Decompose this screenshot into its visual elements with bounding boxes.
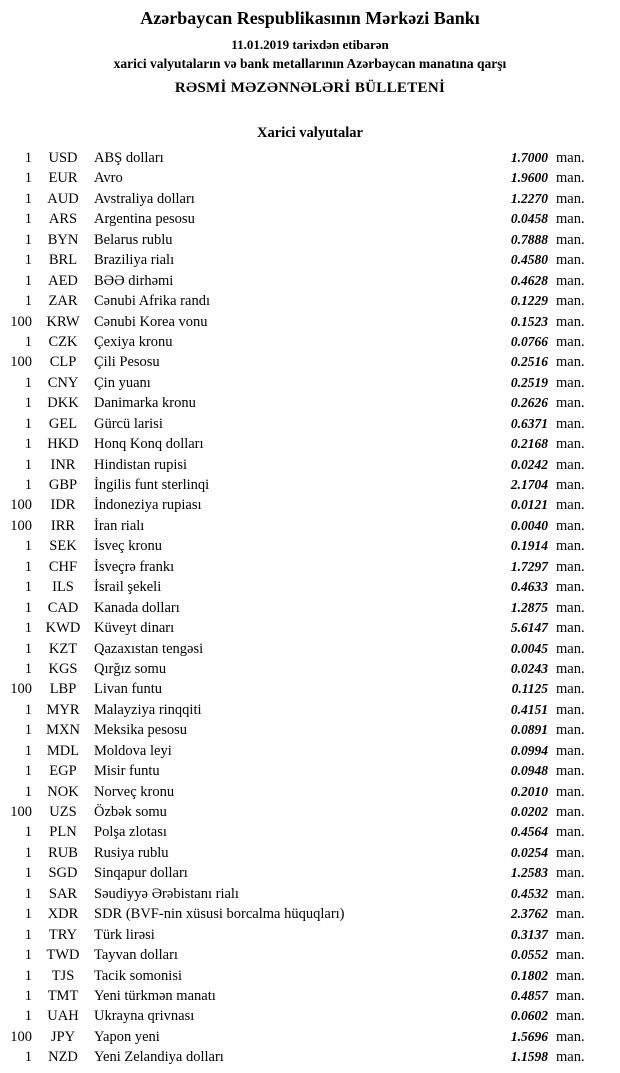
currency-quantity: 1 (24, 701, 32, 718)
unit-label: man. (556, 1028, 585, 1045)
unit-label: man. (556, 231, 585, 248)
currency-name: Tayvan dolları (94, 947, 178, 964)
currency-name: Küveyt dinarı (94, 620, 175, 637)
section-title-foreign-currencies: Xarici valyutalar (257, 125, 363, 141)
currency-quantity: 100 (10, 681, 32, 698)
currency-rate: 0.0458 (510, 211, 548, 227)
currency-name: Çili Pesosu (94, 354, 160, 371)
currency-quantity: 1 (24, 333, 32, 350)
effective-date-line: 11.01.2019 tarixdən etibarən (231, 37, 389, 52)
currency-rate: 0.4633 (510, 579, 548, 595)
currency-name: Meksika pesosu (94, 722, 188, 739)
currency-code: NZD (48, 1049, 78, 1066)
currency-code: TMT (47, 987, 79, 1004)
currency-code: BYN (47, 231, 79, 248)
currency-rate: 0.0045 (510, 640, 548, 656)
unit-label: man. (556, 477, 585, 493)
unit-label: man. (556, 926, 585, 943)
currency-name: Malayziya rinqqiti (94, 701, 202, 718)
currency-rate: 2.1704 (510, 477, 548, 492)
table-row (2, 947, 594, 967)
currency-name: İran rialı (94, 517, 145, 534)
unit-label: man. (556, 150, 585, 166)
currency-name: Çin yuanı (94, 374, 151, 391)
table-row (2, 579, 594, 599)
currency-rate: 1.5696 (510, 1028, 548, 1044)
currency-rate: 0.0202 (510, 804, 548, 819)
currency-quantity: 1 (24, 1049, 32, 1066)
currency-rate: 1.7297 (510, 558, 548, 574)
table-row (2, 395, 594, 415)
currency-quantity: 1 (24, 660, 32, 677)
table-row (2, 824, 594, 844)
currency-code: LBP (49, 681, 77, 698)
currency-name: Norveç kronu (94, 783, 175, 800)
currency-rate: 0.4857 (510, 987, 548, 1003)
unit-label: man. (556, 293, 585, 310)
currency-code: DKK (47, 395, 79, 412)
table-row (2, 845, 594, 865)
currency-quantity: 1 (24, 395, 32, 412)
currency-rate: 0.4532 (510, 885, 548, 901)
currency-name: Cənubi Afrika randı (94, 293, 210, 310)
unit-label: man. (556, 824, 585, 841)
currency-rate: 0.4564 (510, 824, 548, 840)
table-row (2, 314, 594, 334)
currency-rate: 0.4580 (510, 252, 548, 268)
currency-code: ARS (48, 211, 78, 228)
currency-table (0, 150, 620, 1070)
currency-code: SEK (49, 538, 77, 555)
currency-quantity: 1 (24, 211, 32, 228)
currency-rate: 1.2875 (510, 599, 548, 615)
table-row (2, 804, 594, 824)
currency-quantity: 1 (24, 926, 32, 943)
table-row (2, 211, 594, 231)
unit-label: man. (556, 763, 585, 780)
currency-name: BƏƏ dirhəmi (94, 272, 174, 289)
currency-rate: 0.2519 (510, 374, 548, 390)
currency-code: JPY (50, 1028, 76, 1045)
currency-quantity: 100 (10, 313, 32, 330)
unit-label: man. (556, 865, 585, 882)
currency-quantity: 1 (24, 1008, 32, 1025)
currency-rate: 0.7888 (510, 231, 548, 247)
currency-rate: 0.2010 (510, 783, 548, 799)
currency-quantity: 100 (10, 1028, 32, 1045)
currency-quantity: 1 (24, 293, 32, 310)
table-row (2, 743, 594, 763)
currency-code: HKD (47, 436, 79, 453)
currency-rate: 1.7000 (510, 150, 548, 165)
currency-rate: 0.0602 (510, 1008, 548, 1024)
table-row (2, 865, 594, 885)
table-row (2, 927, 594, 947)
currency-name: Danimarka kronu (94, 395, 196, 412)
unit-label: man. (556, 497, 585, 514)
currency-quantity: 1 (24, 824, 32, 841)
currency-code: IRR (50, 517, 76, 534)
currency-quantity: 1 (24, 190, 32, 207)
currency-name: Misir funtu (94, 763, 160, 780)
currency-rate: 0.0242 (510, 456, 548, 472)
table-row (2, 968, 594, 988)
currency-name: Çexiya kronu (94, 333, 173, 350)
currency-code: IDR (50, 497, 76, 514)
table-row (2, 559, 594, 579)
currency-code: GBP (48, 477, 78, 493)
table-row (2, 1008, 594, 1028)
table-row (2, 457, 594, 477)
currency-quantity: 1 (24, 477, 32, 493)
currency-quantity: 1 (24, 436, 32, 453)
currency-code: TJS (51, 967, 75, 984)
table-row (2, 477, 594, 497)
currency-rate: 0.2516 (510, 354, 548, 370)
currency-quantity: 1 (24, 620, 32, 637)
currency-code: KWD (45, 620, 81, 637)
currency-name: İndoneziya rupiası (94, 497, 202, 514)
table-row (2, 702, 594, 722)
currency-quantity: 1 (24, 987, 32, 1004)
unit-label: man. (556, 579, 585, 596)
table-row (2, 600, 594, 620)
currency-code: CLP (49, 354, 77, 371)
currency-rate: 0.2626 (510, 395, 548, 411)
currency-code: INR (50, 456, 76, 473)
table-row (2, 334, 594, 354)
currency-quantity: 1 (24, 150, 32, 166)
currency-quantity: 1 (24, 885, 32, 902)
unit-label: man. (556, 436, 585, 453)
currency-rate: 2.3762 (510, 906, 548, 922)
table-row (2, 538, 594, 558)
table-row (2, 273, 594, 293)
currency-quantity: 1 (24, 415, 32, 432)
currency-name: Yeni türkmən manatı (94, 987, 216, 1004)
table-row (2, 988, 594, 1008)
unit-label: man. (556, 272, 585, 289)
unit-label: man. (556, 701, 585, 718)
currency-quantity: 1 (24, 558, 32, 575)
table-row (2, 518, 594, 538)
unit-label: man. (556, 804, 585, 820)
currency-rate: 1.2270 (510, 190, 548, 206)
unit-label: man. (556, 906, 585, 923)
currency-name: İsrail şekeli (94, 579, 162, 596)
unit-label: man. (556, 415, 585, 432)
document-header (0, 6, 620, 98)
currency-quantity: 1 (24, 967, 32, 984)
currency-name: İsveç kronu (94, 538, 163, 555)
unit-label: man. (556, 558, 585, 575)
currency-code: USD (48, 150, 78, 166)
currency-rate: 0.4628 (510, 272, 548, 288)
table-row (2, 763, 594, 783)
currency-code: UAH (47, 1008, 79, 1025)
currency-code: KZT (48, 640, 78, 657)
currency-quantity: 1 (24, 599, 32, 616)
currency-rate: 0.0121 (510, 497, 548, 513)
currency-code: XDR (47, 906, 79, 923)
table-row (2, 252, 594, 272)
currency-quantity: 1 (24, 374, 32, 391)
currency-rate: 0.1125 (511, 681, 548, 697)
currency-rate: 0.0552 (510, 947, 548, 963)
currency-quantity: 1 (24, 783, 32, 800)
currency-rate: 0.0766 (510, 333, 548, 349)
currency-rate: 0.2168 (510, 436, 548, 452)
table-row (2, 1029, 594, 1049)
currency-rate: 1.9600 (510, 170, 548, 186)
currency-name: Yapon yeni (94, 1028, 160, 1045)
table-row (2, 1049, 594, 1069)
currency-quantity: 100 (10, 517, 32, 534)
currency-name: SDR (BVF-nin xüsusi borcalma hüquqları) (94, 906, 345, 923)
currency-code: KRW (46, 313, 80, 330)
currency-rate: 0.0891 (510, 722, 548, 738)
unit-label: man. (556, 742, 585, 759)
currency-name: Cənubi Korea vonu (94, 313, 208, 330)
currency-quantity: 1 (24, 640, 32, 657)
currency-rate: 0.1802 (510, 967, 548, 983)
currency-rate: 0.0243 (510, 660, 548, 676)
unit-label: man. (556, 844, 585, 861)
currency-code: MDL (46, 742, 80, 759)
table-row (2, 170, 594, 190)
unit-label: man. (556, 1008, 585, 1025)
currency-rate: 1.2583 (510, 865, 548, 881)
currency-name: İngilis funt sterlinqi (94, 477, 210, 493)
bulletin-title: RƏSMİ MƏZƏNNƏLƏRİ BÜLLETENİ (174, 80, 446, 96)
currency-rate: 0.6371 (510, 415, 548, 431)
currency-code: CAD (47, 599, 79, 616)
currency-code: UZS (49, 804, 77, 820)
currency-name: Tacik somonisi (94, 967, 182, 984)
unit-label: man. (556, 987, 585, 1004)
page-title: Azərbaycan Respublikasının Mərkəzi Bankı (140, 8, 480, 28)
currency-quantity: 1 (24, 579, 32, 596)
currency-quantity: 1 (24, 252, 32, 269)
currency-code: CNY (47, 374, 79, 391)
table-row (2, 784, 594, 804)
currency-name: Özbək somu (94, 804, 167, 820)
unit-label: man. (556, 190, 585, 207)
currency-name: Səudiyyə Ərəbistanı rialı (94, 885, 239, 902)
currency-quantity: 1 (24, 742, 32, 759)
unit-label: man. (556, 947, 585, 964)
currency-code: GEL (48, 415, 78, 432)
currency-name: Qazaxıstan tengəsi (94, 640, 204, 657)
unit-label: man. (556, 640, 585, 657)
table-row (2, 620, 594, 640)
currency-rate: 0.3137 (510, 926, 548, 942)
currency-name: Gürcü larisi (94, 415, 163, 432)
table-row (2, 191, 594, 211)
unit-label: man. (556, 211, 585, 228)
currency-code: NOK (47, 783, 79, 800)
unit-label: man. (556, 395, 585, 412)
currency-code: KGS (48, 660, 78, 677)
currency-code: TRY (48, 926, 78, 943)
currency-rate: 0.4151 (510, 701, 548, 717)
table-row (2, 375, 594, 395)
currency-code: RUB (48, 844, 78, 861)
table-row (2, 293, 594, 313)
currency-quantity: 1 (24, 763, 32, 780)
currency-rate: 0.1523 (510, 313, 548, 329)
currency-code: ILS (52, 579, 74, 596)
currency-rate: 0.1914 (510, 538, 548, 554)
currency-code: CHF (48, 558, 78, 575)
table-row (2, 681, 594, 701)
currency-name: Livan funtu (94, 681, 163, 698)
currency-rate: 0.0254 (510, 844, 548, 860)
unit-label: man. (556, 354, 585, 371)
currency-name: Honq Konq dolları (94, 436, 204, 453)
currency-code: EUR (48, 170, 78, 187)
unit-label: man. (556, 967, 585, 984)
currency-code: ZAR (48, 293, 78, 310)
currency-quantity: 1 (24, 456, 32, 473)
unit-label: man. (556, 599, 585, 616)
unit-label: man. (556, 374, 585, 391)
currency-code: SAR (48, 885, 78, 902)
currency-rate: 5.6147 (510, 620, 548, 636)
currency-name: Avro (94, 170, 123, 187)
document-subtitle: xarici valyutaların və bank metallarının Azərbaycan manatına qarşı (113, 56, 507, 71)
currency-quantity: 100 (10, 497, 32, 514)
currency-name: Rusiya rublu (94, 844, 169, 861)
unit-label: man. (556, 456, 585, 473)
table-row (2, 436, 594, 456)
currency-quantity: 1 (24, 272, 32, 289)
unit-label: man. (556, 722, 585, 739)
currency-quantity: 1 (24, 865, 32, 882)
currency-quantity: 100 (10, 354, 32, 371)
table-row (2, 150, 594, 170)
currency-rate: 1.1598 (510, 1049, 548, 1065)
unit-label: man. (556, 1049, 585, 1066)
currency-name: İsveçrə frankı (94, 558, 175, 575)
currency-quantity: 1 (24, 947, 32, 964)
unit-label: man. (556, 660, 585, 677)
currency-code: EGP (49, 763, 77, 780)
currency-rate: 0.0040 (510, 517, 548, 533)
table-row (2, 886, 594, 906)
currency-name: Argentina pesosu (94, 211, 195, 228)
currency-quantity: 1 (24, 844, 32, 861)
currency-code: AED (48, 272, 78, 289)
currency-name: Braziliya rialı (94, 252, 175, 269)
currency-name: Avstraliya dolları (94, 190, 195, 207)
currency-quantity: 1 (24, 906, 32, 923)
currency-code: PLN (49, 824, 77, 841)
currency-name: Kanada dolları (94, 599, 180, 616)
currency-name: Polşa zlotası (94, 824, 167, 841)
table-row (2, 232, 594, 252)
currency-quantity: 1 (24, 170, 32, 187)
unit-label: man. (556, 681, 585, 698)
unit-label: man. (556, 313, 585, 330)
unit-label: man. (556, 333, 585, 350)
currency-code: CZK (48, 333, 78, 350)
unit-label: man. (556, 252, 585, 269)
currency-code: SGD (48, 865, 78, 882)
currency-name: Belarus rublu (94, 231, 173, 248)
currency-name: Sinqapur dolları (94, 865, 188, 882)
currency-name: Türk lirəsi (94, 926, 155, 943)
unit-label: man. (556, 538, 585, 555)
currency-rate: 0.0948 (510, 763, 548, 779)
unit-label: man. (556, 885, 585, 902)
currency-quantity: 1 (24, 538, 32, 555)
table-row (2, 722, 594, 742)
currency-name: Hindistan rupisi (94, 456, 188, 473)
table-row (2, 416, 594, 436)
unit-label: man. (556, 517, 585, 534)
currency-rate: 0.0994 (510, 742, 548, 758)
currency-code: AUD (47, 190, 79, 207)
currency-name: Ukrayna qrivnası (94, 1008, 195, 1025)
currency-quantity: 100 (10, 804, 32, 820)
currency-code: TWD (46, 947, 80, 964)
currency-name: Moldova leyi (94, 742, 172, 759)
currency-code: BRL (48, 252, 78, 269)
table-row (2, 906, 594, 926)
currency-code: MXN (46, 722, 80, 739)
currency-quantity: 1 (24, 231, 32, 248)
currency-name: Yeni Zelandiya dolları (94, 1049, 224, 1066)
table-row (2, 661, 594, 681)
unit-label: man. (556, 170, 585, 187)
currency-rate: 0.1229 (510, 293, 548, 309)
unit-label: man. (556, 620, 585, 637)
table-row (2, 354, 594, 374)
table-row (2, 497, 594, 517)
currency-quantity: 1 (24, 722, 32, 739)
table-row (2, 641, 594, 661)
currency-name: ABŞ dolları (94, 150, 164, 166)
currency-code: MYR (46, 701, 80, 718)
currency-name: Qırğız somu (94, 660, 167, 677)
unit-label: man. (556, 783, 585, 800)
